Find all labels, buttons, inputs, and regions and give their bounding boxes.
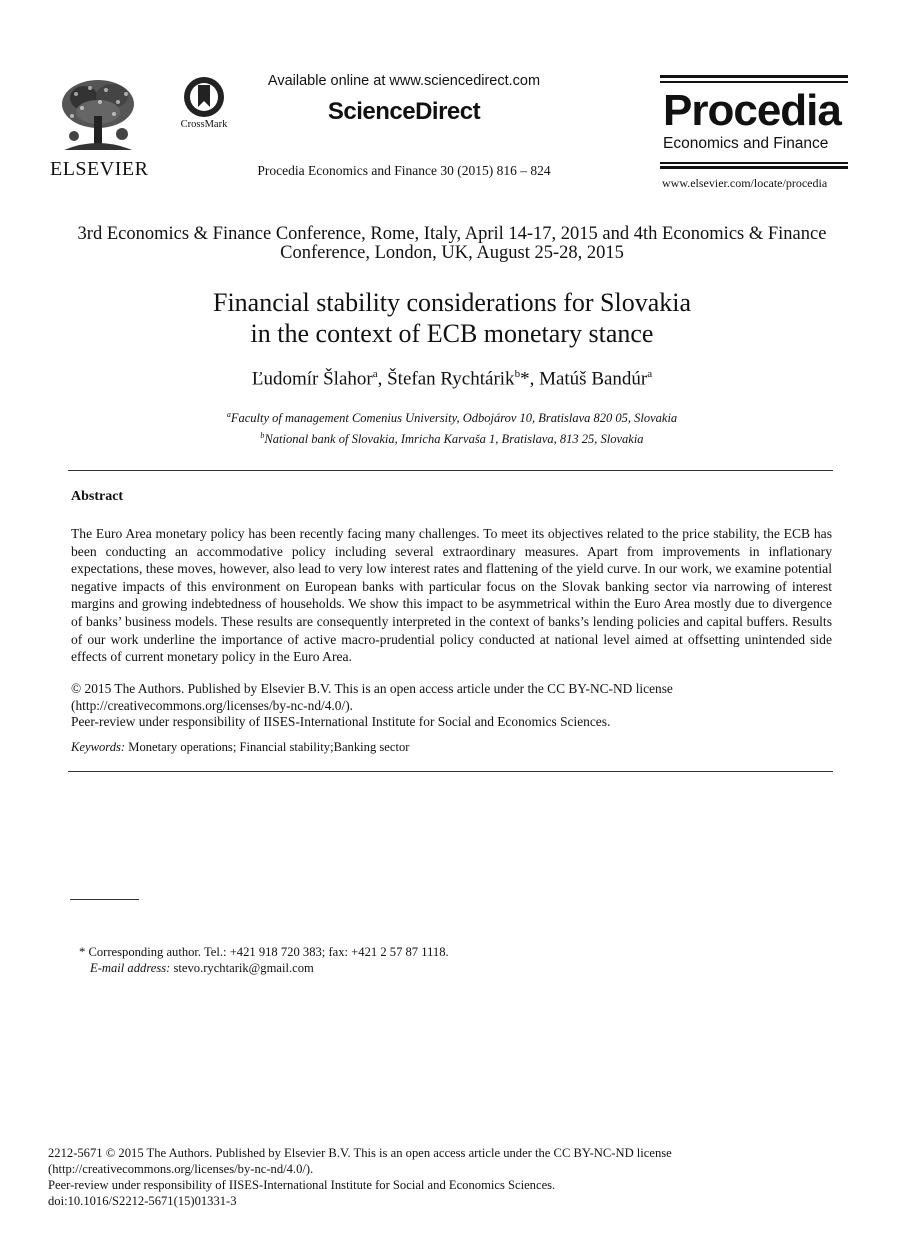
abstract-body: The Euro Area monetary policy has been recently facing many challenges. To meet its objectives related to the price stability, the ECB has been conducting an accommodative policy including several extraordinary measures. Apart from improvements in inflationary expectations, these moves, however, also lead to very low interest rates and flattening of the yield curve. In our work, we examine potential negative impacts of this environment on European banks with particular focus on the Slovak banking sector via narrowing of interest margins and growing indebtedness of households. We show this impact to be asymmetrical within the Euro Area mostly due to divergence of banks’ business models. These results are consequently interpreted in the context of banks’s lending policies and capital buffers. Results of our work underline the importance of active macro-prudential policy conducted at national level aimed at offsetting unintended side effects of current monetary policy in the Euro Area. (71, 526, 832, 665)
crossmark-label: CrossMark (180, 119, 228, 130)
author-name: Ľudomír Šlahor (251, 368, 373, 390)
bottom-copyright-block (48, 1145, 848, 1209)
procedia-top-bar (660, 75, 848, 78)
footnote (79, 944, 779, 976)
procedia-wordmark: Procedia (663, 86, 841, 135)
email-address-link[interactable]: stevo.rychtarik@gmail.com (170, 961, 314, 975)
procedia-bottom-bar-thin (660, 162, 848, 164)
crossmark-badge[interactable] (172, 75, 236, 135)
keywords-line (71, 740, 832, 755)
elsevier-tree-icon (54, 76, 142, 152)
keywords-text: Monetary operations; Financial stability;Banking sector (125, 740, 410, 754)
available-online-text: Available online at www.sciencedirect.com (267, 73, 541, 89)
license-url-link[interactable]: (http://creativecommons.org/licenses/by-nc-nd/4.0/). (71, 697, 354, 713)
procedia-logo (660, 75, 850, 195)
crossmark-icon (182, 75, 226, 119)
journal-url-link[interactable]: www.elsevier.com/locate/procedia (662, 176, 828, 190)
affiliation-b (100, 427, 804, 448)
license-block (71, 681, 832, 731)
author-name: Štefan Rychtárik (387, 368, 515, 390)
paper-title (100, 287, 804, 349)
footnote-rule (70, 899, 139, 900)
procedia-subtitle: Economics and Finance (663, 135, 829, 152)
affiliations (100, 406, 804, 448)
procedia-top-bar-thin (660, 81, 848, 83)
procedia-bottom-bar (660, 166, 848, 169)
author-affil-mark: b (514, 368, 521, 380)
abstract-top-rule (68, 470, 833, 471)
email-line (79, 960, 779, 976)
bottom-peer-review-line: Peer-review under responsibility of IISES-International Institute for Social and Economics Sciences. (48, 1178, 556, 1192)
peer-review-line: Peer-review under responsibility of IISES-International Institute for Social and Economics Sciences. (71, 714, 611, 729)
affil-text: National bank of Slovakia, Imricha Karvaša 1, Bratislava, 813 25, Slovakia (264, 432, 644, 447)
corresponding-author-note: * Corresponding author. Tel.: +421 918 720 383; fax: +421 2 57 87 1118. (79, 945, 449, 959)
keywords-label: Keywords: (71, 740, 126, 754)
author-separator: , (377, 368, 388, 390)
email-label: E-mail address: (90, 961, 171, 975)
author-affil-mark: a (372, 368, 378, 380)
corresponding-mark: * (520, 368, 530, 390)
abstract-bottom-rule (68, 771, 833, 772)
conference-line: 3rd Economics & Finance Conference, Rome, Italy, April 14-17, 2015 and 4th Economics & Finance Conference, London, UK, August 25-28, 2015 (77, 224, 827, 263)
author-separator: , (529, 368, 540, 390)
journal-reference: Procedia Economics and Finance 30 (2015) 816 – 824 (257, 163, 551, 178)
author-affil-mark: a (647, 368, 653, 380)
title-line-1: Financial stability considerations for Slovakia (212, 288, 692, 317)
affiliation-a (100, 406, 804, 427)
sciencedirect-logo: ScienceDirect (327, 98, 481, 125)
elsevier-wordmark: ELSEVIER (50, 158, 149, 180)
license-line-1: © 2015 The Authors. Published by Elsevier B.V. This is an open access article under the CC BY-NC-ND license (71, 681, 673, 696)
bottom-license-url-link[interactable]: (http://creativecommons.org/licenses/by-nc-nd/4.0/). (48, 1162, 314, 1176)
doi-link[interactable]: doi:10.1016/S2212-5671(15)01331-3 (48, 1194, 237, 1208)
issn-copyright-line: 2212-5671 © 2015 The Authors. Published by Elsevier B.V. This is an open access article under the CC BY-NC-ND license (48, 1146, 672, 1160)
affil-mark: a (226, 410, 231, 419)
affil-mark: b (260, 431, 265, 441)
author-list (100, 368, 804, 390)
abstract-heading: Abstract (71, 489, 124, 504)
title-line-2: in the context of ECB monetary stance (250, 319, 654, 348)
affil-text: Faculty of management Comenius University, Odbojárov 10, Bratislava 820 05, Slovakia (230, 411, 678, 426)
author-name: Matúš Bandúr (539, 368, 648, 390)
elsevier-logo (50, 72, 149, 180)
